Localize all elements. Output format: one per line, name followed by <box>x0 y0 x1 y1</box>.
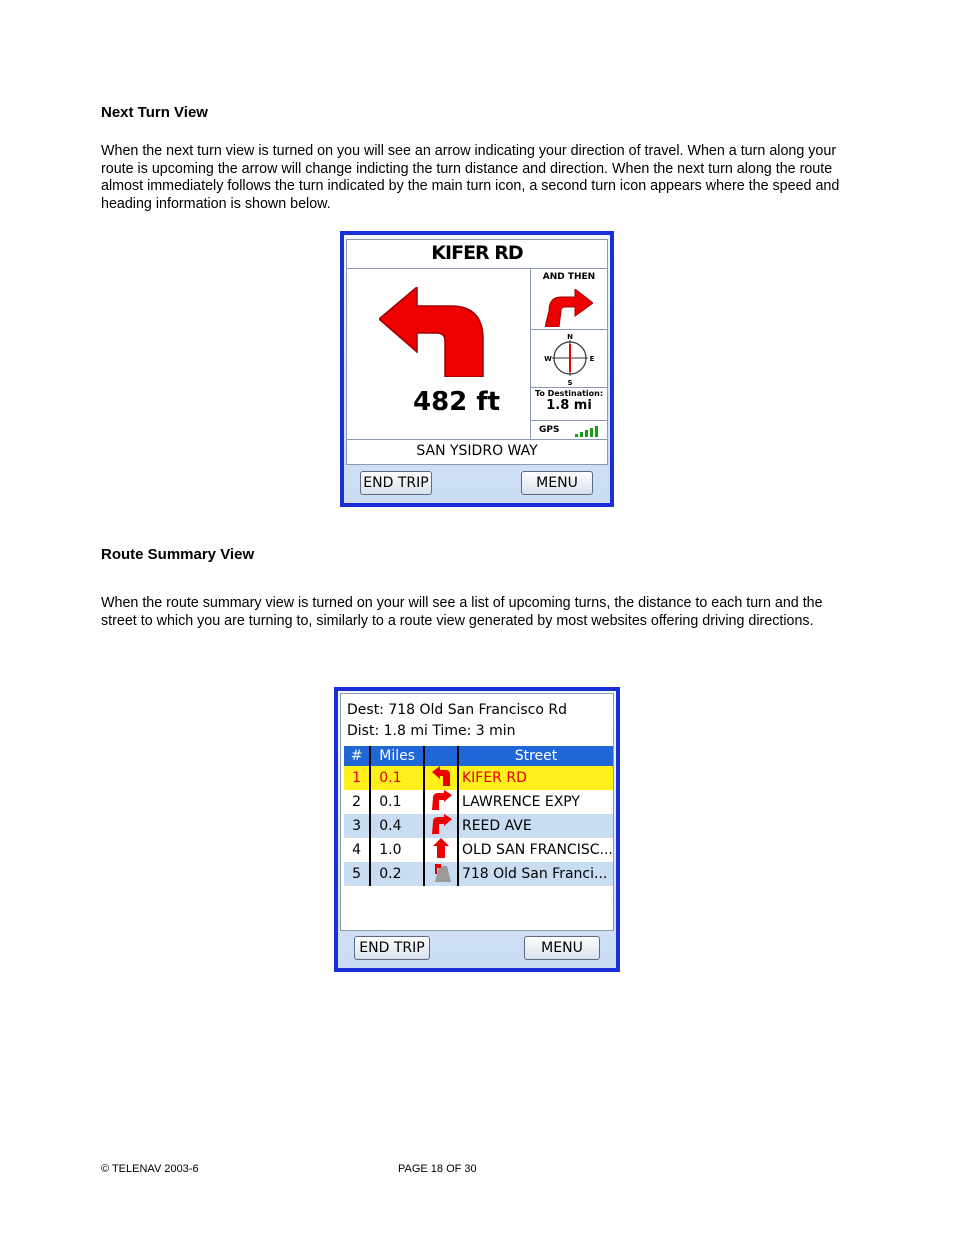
compass-s: S <box>567 379 573 387</box>
row-num: 4 <box>344 838 370 862</box>
gps-signal-icon <box>575 425 603 437</box>
end-trip-button[interactable]: END TRIP <box>354 936 430 960</box>
row-num: 1 <box>344 766 370 790</box>
and-then-panel <box>530 268 608 330</box>
destination-flag-icon <box>424 862 458 886</box>
column-header-num: # <box>344 746 370 766</box>
row-miles: 0.4 <box>370 814 423 838</box>
row-miles: 0.2 <box>370 862 423 886</box>
and-then-label: AND THEN <box>542 272 596 282</box>
to-destination-panel <box>530 387 608 421</box>
compass-n: N <box>567 333 573 341</box>
route-table <box>344 746 613 886</box>
turn-right-arrow-icon <box>545 289 593 327</box>
route-summary-panel <box>340 693 614 931</box>
row-num: 2 <box>344 790 370 814</box>
row-miles: 0.1 <box>370 790 423 814</box>
dest-line: Dest: 718 Old San Francisco Rd <box>347 702 568 718</box>
turn-left-arrow-icon <box>379 287 499 377</box>
section-paragraph-route-summary: When the route summary view is turned on your will see a list of upcoming turns, the distance to each turn and the street to which you are turning to, similarly to a route view generated by most websites offering driving directions. <box>101 595 823 629</box>
turn-right-arrow-icon <box>424 814 458 838</box>
section-paragraph-next-turn: When the next turn view is turned on you will see an arrow indicating your direction of travel. When a turn along your route is upcoming the arrow will change indicting the turn distance and direction. When the next turn along the route almost immediately follows the turn indicated by the main turn icon, a second turn icon appears where the speed and heading information is shown below. <box>101 143 840 212</box>
table-row[interactable] <box>344 766 613 790</box>
footer-page-number: PAGE 18 OF 30 <box>398 1163 477 1175</box>
row-street: OLD SAN FRANCISC... <box>461 842 613 858</box>
to-destination-value: 1.8 mi <box>546 398 592 413</box>
turn-right-arrow-icon <box>424 790 458 814</box>
footer-copyright: © TELENAV 2003-6 <box>101 1163 199 1175</box>
dist-line: Dist: 1.8 mi Time: 3 min <box>347 723 516 739</box>
straight-arrow-icon <box>424 838 458 862</box>
next-street: SAN YSIDRO WAY <box>346 439 608 465</box>
section-heading-route-summary: Route Summary View <box>101 546 255 563</box>
turn-distance: 482 ft <box>413 387 501 417</box>
row-street: KIFER RD <box>458 766 613 790</box>
table-row[interactable] <box>344 790 613 814</box>
row-street: 718 Old San Franci... <box>458 862 613 886</box>
route-summary-screenshot <box>334 687 620 972</box>
turn-left-arrow-icon <box>424 766 458 790</box>
to-destination-label: To Destination: <box>534 389 604 398</box>
row-street: REED AVE <box>458 814 613 838</box>
gps-panel <box>530 420 608 440</box>
current-street: KIFER RD <box>346 239 608 269</box>
row-street: LAWRENCE EXPY <box>461 794 580 810</box>
table-row[interactable] <box>344 814 613 838</box>
menu-button[interactable]: MENU <box>524 936 600 960</box>
menu-button[interactable]: MENU <box>521 471 593 495</box>
table-row[interactable] <box>344 838 613 862</box>
row-num: 5 <box>344 862 370 886</box>
main-turn-panel <box>346 268 531 440</box>
compass-e: E <box>589 355 595 363</box>
section-heading-next-turn: Next Turn View <box>101 104 208 121</box>
row-miles: 0.1 <box>370 766 423 790</box>
end-trip-button[interactable]: END TRIP <box>360 471 432 495</box>
row-num: 3 <box>344 814 370 838</box>
gps-label: GPS <box>539 425 560 435</box>
table-header-row <box>344 746 613 766</box>
next-turn-screenshot <box>340 231 614 507</box>
compass-panel <box>530 329 608 388</box>
row-miles: 1.0 <box>370 838 423 862</box>
route-summary-screen <box>338 691 616 968</box>
compass-icon <box>531 330 609 387</box>
table-row[interactable] <box>344 862 613 886</box>
next-turn-screen <box>344 235 610 503</box>
column-header-icon <box>424 746 458 766</box>
compass-w: W <box>544 355 552 363</box>
column-header-street: Street <box>458 746 613 766</box>
column-header-miles: Miles <box>370 746 423 766</box>
